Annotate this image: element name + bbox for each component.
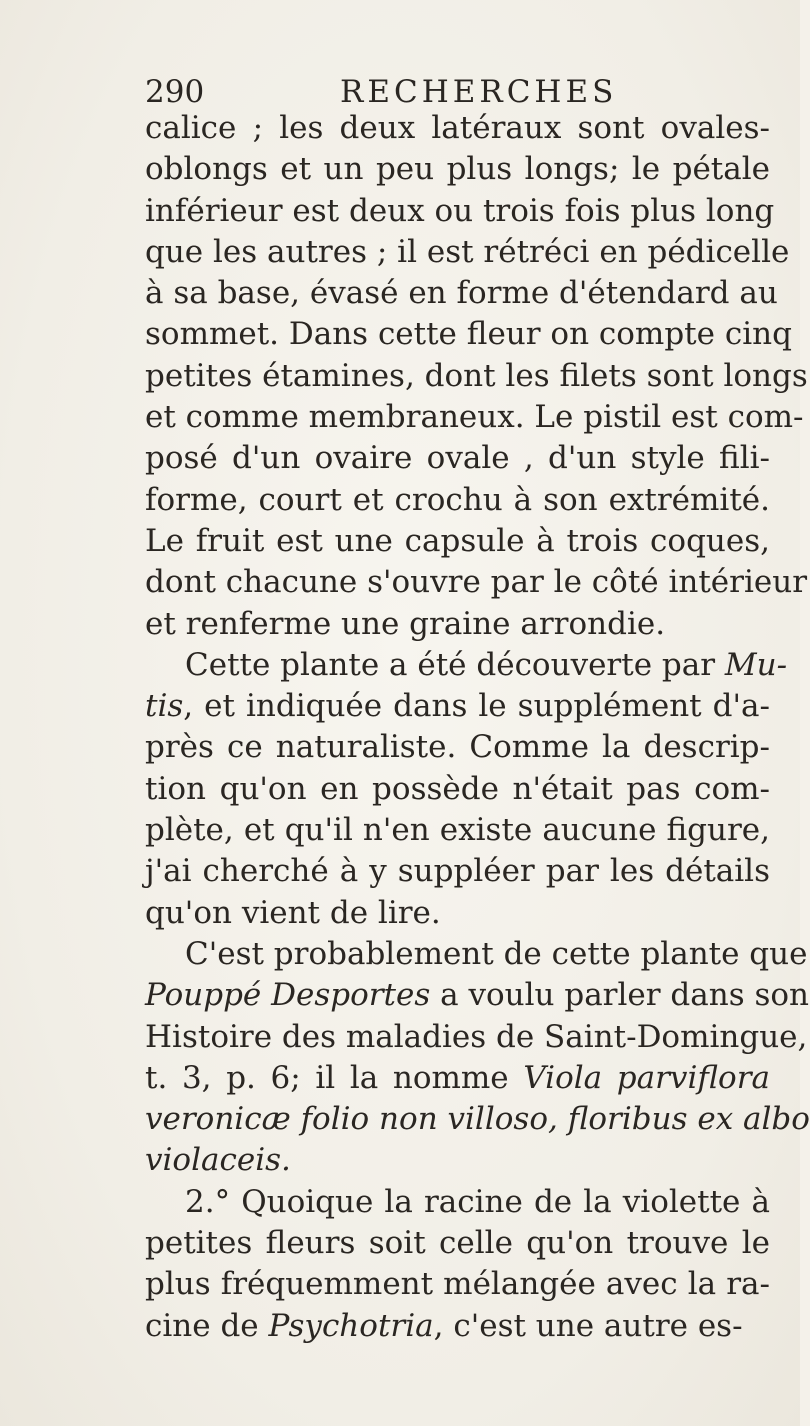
text-run: oblongs et un peu plus longs; le pétale — [145, 151, 770, 188]
text-run: , c'est une autre es- — [433, 1307, 743, 1344]
text-line — [145, 191, 775, 232]
text-run: Histoire des maladies de Saint-Domingue, — [145, 1018, 808, 1055]
italic-text: Viola parviflora — [523, 1059, 770, 1096]
text-run: forme, court et crochu à son extrémité. — [145, 481, 770, 518]
text-run: à sa base, évasé en forme d'étendard au — [145, 275, 778, 312]
text-run: inférieur est deux ou trois fois plus long — [145, 192, 775, 229]
text-run: dont chacune s'ouvre par le côté intérieur — [145, 564, 808, 601]
text-line — [145, 149, 770, 190]
text-run: plète, et qu'il n'en existe aucune figure, — [145, 812, 770, 849]
text-line — [145, 108, 770, 149]
text-run: Cette plante a été découverte par — [185, 646, 725, 683]
text-line — [145, 438, 770, 479]
text-line — [145, 1182, 770, 1223]
text-line — [145, 645, 788, 686]
body-text — [145, 108, 810, 1347]
running-head: RECHERCHES — [340, 74, 618, 110]
text-run: petites fleurs soit celle qu'on trouve le — [145, 1225, 770, 1262]
text-run: , et indiquée dans le supplément d'a- — [183, 688, 770, 725]
text-run: posé d'un ovaire ovale , d'un style fili- — [145, 440, 770, 477]
text-line — [145, 232, 790, 273]
text-line — [145, 810, 770, 851]
text-run: sommet. Dans cette fleur on compte cinq — [145, 316, 792, 353]
italic-text: veronicæ folio non villoso, floribus ex albo — [145, 1101, 810, 1138]
italic-text: tis — [145, 688, 184, 725]
italic-text: Pouppé Desportes — [145, 977, 431, 1014]
text-line — [145, 562, 808, 603]
text-run: Le fruit est une capsule à trois coques, — [145, 522, 770, 559]
text-line — [145, 1058, 770, 1099]
text-run: t. 3, p. 6; il la nomme — [145, 1059, 524, 1096]
text-run: plus fréquemment mélangée avec la ra- — [145, 1266, 770, 1303]
italic-text: violaceis. — [145, 1142, 291, 1179]
text-line — [145, 397, 804, 438]
text-line — [145, 314, 792, 355]
text-run: a voulu parler dans son — [430, 977, 810, 1014]
text-line — [145, 727, 770, 768]
text-line — [145, 686, 770, 727]
text-run: cine de — [145, 1307, 269, 1344]
text-line — [145, 356, 808, 397]
text-run: près ce naturaliste. Comme la descrip- — [145, 729, 770, 766]
text-run: petites étamines, dont les filets sont longs — [145, 357, 808, 394]
text-line — [145, 893, 770, 934]
text-line — [145, 521, 770, 562]
page-header — [145, 72, 785, 112]
page-number: 290 — [145, 74, 205, 110]
text-line — [145, 480, 770, 521]
text-line — [145, 1017, 808, 1058]
text-run: 2.° Quoique la racine de la violette à — [185, 1183, 770, 1220]
text-line — [145, 975, 810, 1016]
text-line — [145, 273, 778, 314]
text-run: tion qu'on en possède n'était pas com- — [145, 770, 770, 807]
text-line — [145, 1223, 770, 1264]
text-run: calice ; les deux latéraux sont ovales- — [145, 110, 770, 146]
text-line — [145, 851, 770, 892]
text-line — [145, 1140, 770, 1181]
text-line — [145, 604, 770, 645]
text-run: que les autres ; il est rétréci en pédicelle — [145, 233, 790, 270]
text-run: et renferme une graine arrondie. — [145, 605, 666, 642]
text-run: C'est probablement de cette plante que — [185, 935, 808, 972]
text-line — [145, 934, 808, 975]
text-run: et comme membraneux. Le pistil est com- — [145, 399, 804, 436]
italic-text: Mu- — [724, 646, 788, 683]
text-run: qu'on vient de lire. — [145, 894, 441, 931]
text-line — [145, 1099, 810, 1140]
text-line — [145, 769, 770, 810]
italic-text: Psychotria — [268, 1307, 434, 1344]
text-line — [145, 1306, 770, 1347]
text-line — [145, 1264, 770, 1305]
text-run: j'ai cherché à y suppléer par les détails — [145, 853, 770, 890]
